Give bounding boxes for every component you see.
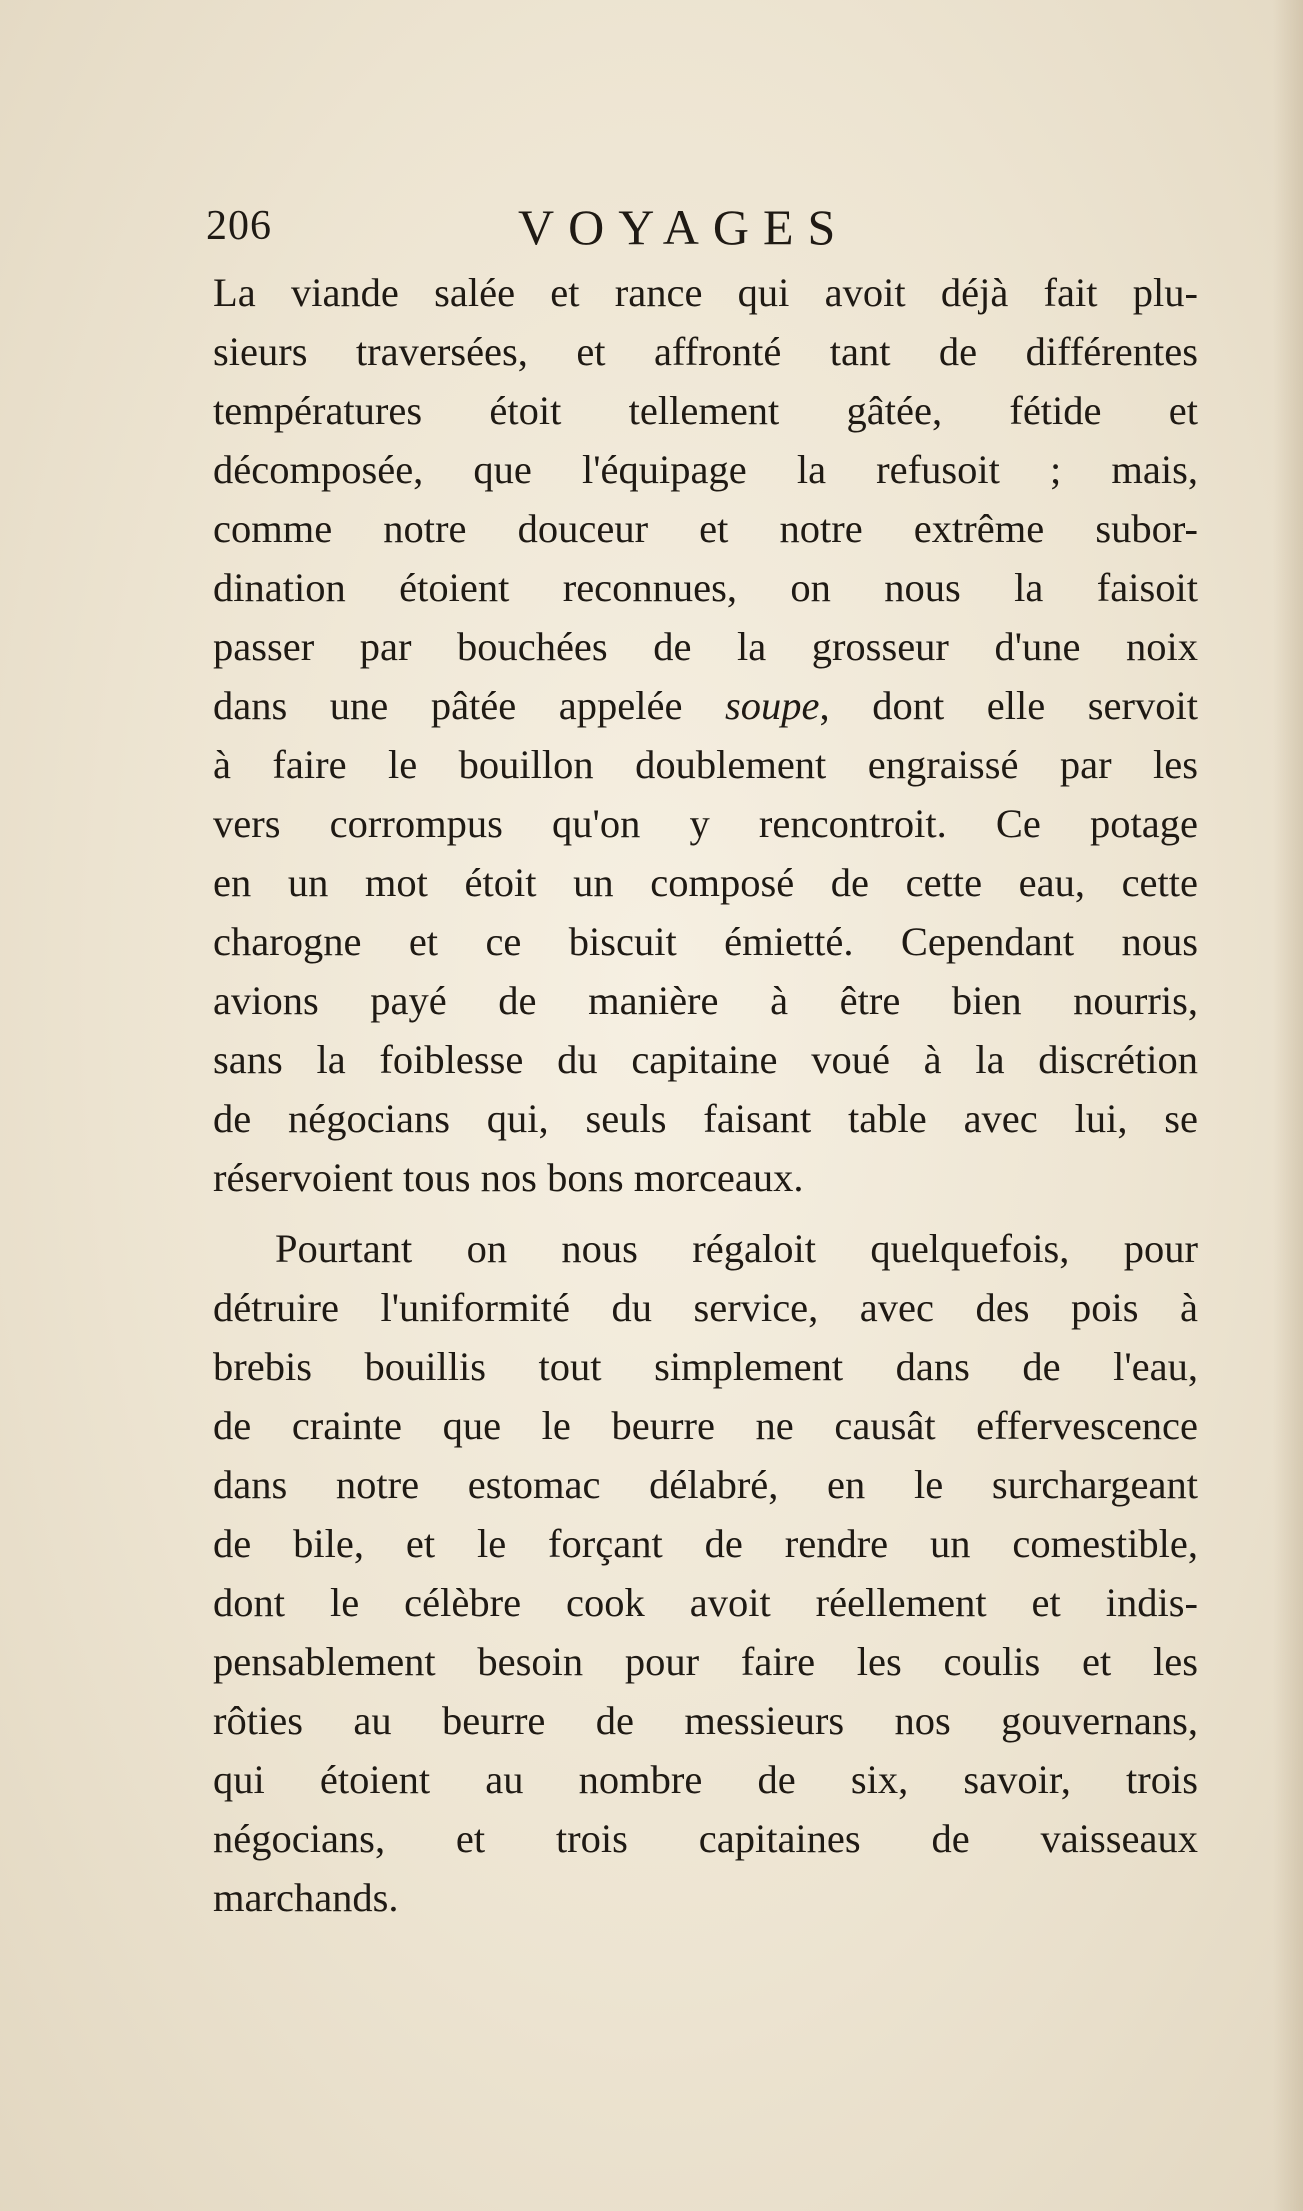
text-line: dination étoient reconnues, on nous la faisoit xyxy=(213,565,1198,610)
text-line: passer par bouchées de la grosseur d'une noix xyxy=(213,624,1198,669)
text-line: brebis bouillis tout simplement dans de l'eau, xyxy=(213,1344,1198,1389)
text-line: qui étoient au nombre de six, savoir, trois xyxy=(213,1757,1198,1802)
text-line: réservoient tous nos bons morceaux. xyxy=(213,1155,804,1200)
text-line: décomposée, que l'équipage la refusoit ; mais, xyxy=(213,447,1198,492)
page-edge-shadow xyxy=(1273,0,1303,2211)
text-line: négocians, et trois capitaines de vaisseaux xyxy=(213,1816,1198,1861)
text-line: avions payé de manière à être bien nourris, xyxy=(213,978,1198,1023)
text-line: dans notre estomac délabré, en le surchargeant xyxy=(213,1462,1198,1507)
text-line: de bile, et le forçant de rendre un comestible, xyxy=(213,1521,1198,1566)
text-line: pensablement besoin pour faire les coulis et les xyxy=(213,1639,1198,1684)
page-number: 206 xyxy=(206,203,272,249)
text-line: sieurs traversées, et affronté tant de différentes xyxy=(213,329,1198,374)
text-line: Pourtant on nous régaloit quelquefois, pour xyxy=(275,1226,1198,1271)
text-line: températures étoit tellement gâtée, fétide et xyxy=(213,388,1198,433)
text-line: comme notre douceur et notre extrême subor- xyxy=(213,506,1198,551)
text-line: dont le célèbre cook avoit réellement et indis- xyxy=(213,1580,1198,1625)
text-line: de crainte que le beurre ne causât effervescence xyxy=(213,1403,1198,1448)
text-line: de négocians qui, seuls faisant table avec lui, se xyxy=(213,1096,1198,1141)
text-line: sans la foiblesse du capitaine voué à la discrétion xyxy=(213,1037,1198,1082)
paragraph-1 xyxy=(213,263,1198,1207)
text-line: à faire le bouillon doublement engraissé par les xyxy=(213,742,1198,787)
text-line: marchands. xyxy=(213,1875,399,1920)
text-line: détruire l'uniformité du service, avec des pois à xyxy=(213,1285,1198,1330)
text-line: vers corrompus qu'on y rencontroit. Ce potage xyxy=(213,801,1198,846)
page-header xyxy=(206,198,1206,258)
text-line: La viande salée et rance qui avoit déjà fait plu- xyxy=(213,270,1198,315)
paragraph-2 xyxy=(213,1219,1198,1927)
body-text xyxy=(213,263,1198,1927)
text-segment: dans une pâtée appelée xyxy=(213,683,726,728)
text-segment: , dont elle servoit xyxy=(819,683,1198,728)
text-line: charogne et ce biscuit émietté. Cependant nous xyxy=(213,919,1198,964)
italic-word: soupe xyxy=(725,683,820,728)
running-title: VOYAGES xyxy=(518,199,850,255)
text-line-with-italic xyxy=(213,676,1198,735)
text-line: rôties au beurre de messieurs nos gouvernans, xyxy=(213,1698,1198,1743)
text-line: en un mot étoit un composé de cette eau, cette xyxy=(213,860,1198,905)
